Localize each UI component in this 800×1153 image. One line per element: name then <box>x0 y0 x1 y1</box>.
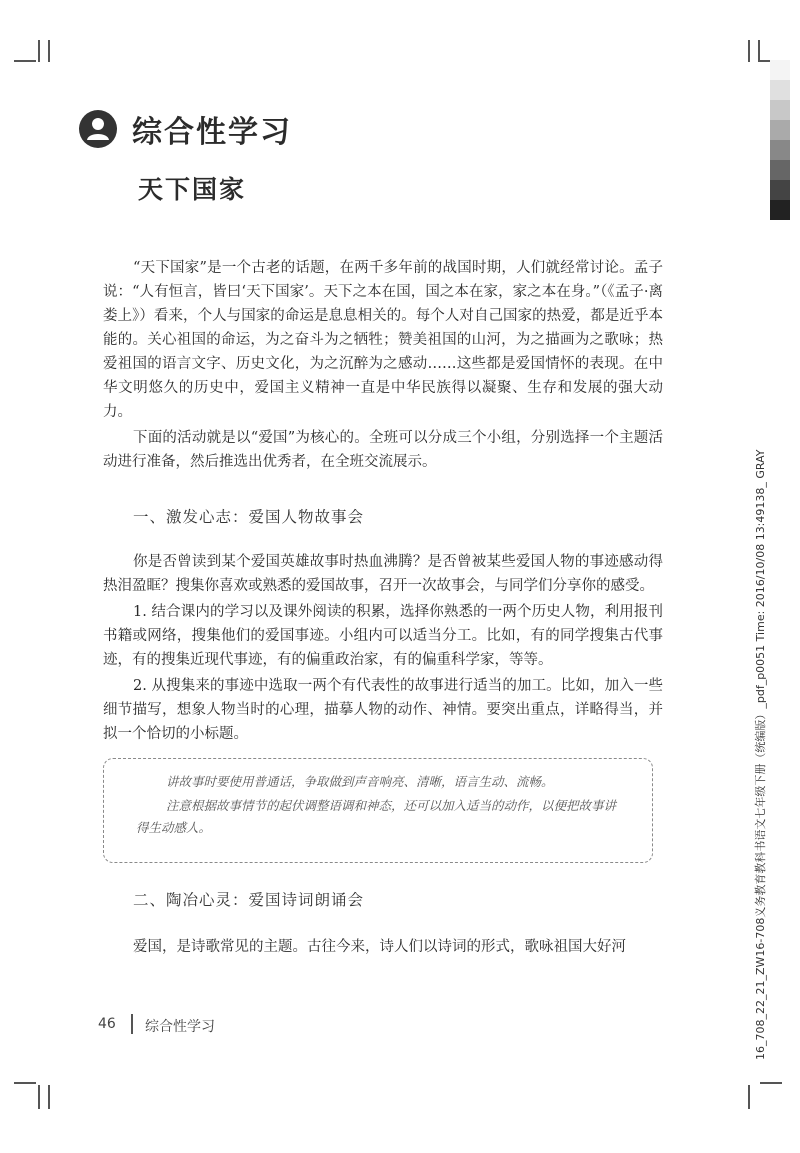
crop-mark <box>748 40 750 62</box>
part1-heading: 一、激发心志：爱国人物故事会 <box>133 508 365 526</box>
section-title: 综合性学习 <box>132 115 292 150</box>
gray-calibration-bar <box>770 60 790 220</box>
body-paragraph: 2. 从搜集来的事迹中选取一两个有代表性的故事进行适当的加工。比如，加入一些细节描写，想象人物当时的心理，描摹人物的动作、神情。要突出重点，详略得当，并拟一个恰切的小标题。 <box>103 678 663 742</box>
crop-mark <box>38 40 40 62</box>
intro-paragraph: 下面的活动就是以“爱国”为核心的。全班可以分成三个小组，分别选择一个主题活动进行准备，然后推选出优秀者，在全班交流展示。 <box>103 430 663 470</box>
intro-paragraph: “天下国家”是一个古老的话题，在两千多年前的战国时期，人们就经常讨论。孟子说：“人有恒言，皆曰‘天下国家’。天下之本在国，国之本在家，家之本在身。”（《孟子·离娄上》）看来，个人与国家的命运是息息相关的。每个人对自己国家的热爱，都是近乎本能的。关心祖国的命运，为之奋斗为之牺牲；赞美祖国的山河，为之描画为之歌咏；热爱祖国的语言文字、历史文化，为之沉醉为之感动……这些都是爱国情怀的表现。在中华文明悠久的历史中，爱国主义精神一直是中华民族得以凝聚、生存和发展的强大动力。 <box>103 260 663 420</box>
crop-mark <box>748 1085 750 1109</box>
tip-text: 讲故事时要使用普通话，争取做到声音响亮、清晰，语言生动、流畅。 <box>166 774 554 789</box>
crop-mark <box>14 1082 36 1084</box>
crop-mark <box>758 40 760 62</box>
body-paragraph: 你是否曾读到某个爱国英雄故事时热血沸腾？是否曾被某些爱国人物的事迹感动得热泪盈眶？搜集你喜欢或熟悉的爱国故事，召开一次故事会，与同学们分享你的感受。 <box>103 554 663 594</box>
body-paragraph: 爱国，是诗歌常见的主题。古往今来，诗人们以诗词的形式，歌咏祖国大好河 <box>133 939 626 955</box>
crop-mark <box>48 40 50 62</box>
section-header <box>78 104 292 154</box>
footer-label: 综合性学习 <box>145 1019 215 1035</box>
crop-mark <box>760 1082 782 1084</box>
tip-box <box>103 758 653 863</box>
person-icon <box>78 109 118 149</box>
crop-mark <box>14 60 36 62</box>
section-subtitle: 天下国家 <box>138 175 247 204</box>
crop-mark <box>38 1085 40 1109</box>
part2-heading: 二、陶冶心灵：爱国诗词朗诵会 <box>133 891 365 909</box>
print-slug: 16_708_22_21_ZW16-708义务教育教科书语文七年级下册（统编版）_pdf_p0051 Time: 2016/10/08 13:49138_ GRAY <box>754 449 767 1060</box>
crop-mark <box>48 1085 50 1109</box>
page-number: 46 <box>98 1016 116 1032</box>
footer-divider <box>131 1014 133 1034</box>
tip-text: 注意根据故事情节的起伏调整语调和神态，还可以加入适当的动作，以便把故事讲得生动感人。 <box>136 798 617 835</box>
body-paragraph: 1. 结合课内的学习以及课外阅读的积累，选择你熟悉的一两个历史人物，利用报刊书籍或网络，搜集他们的爱国事迹。小组内可以适当分工。比如，有的同学搜集古代事迹，有的搜集近现代事迹，有的偏重政治家，有的偏重科学家，等等。 <box>103 604 663 668</box>
